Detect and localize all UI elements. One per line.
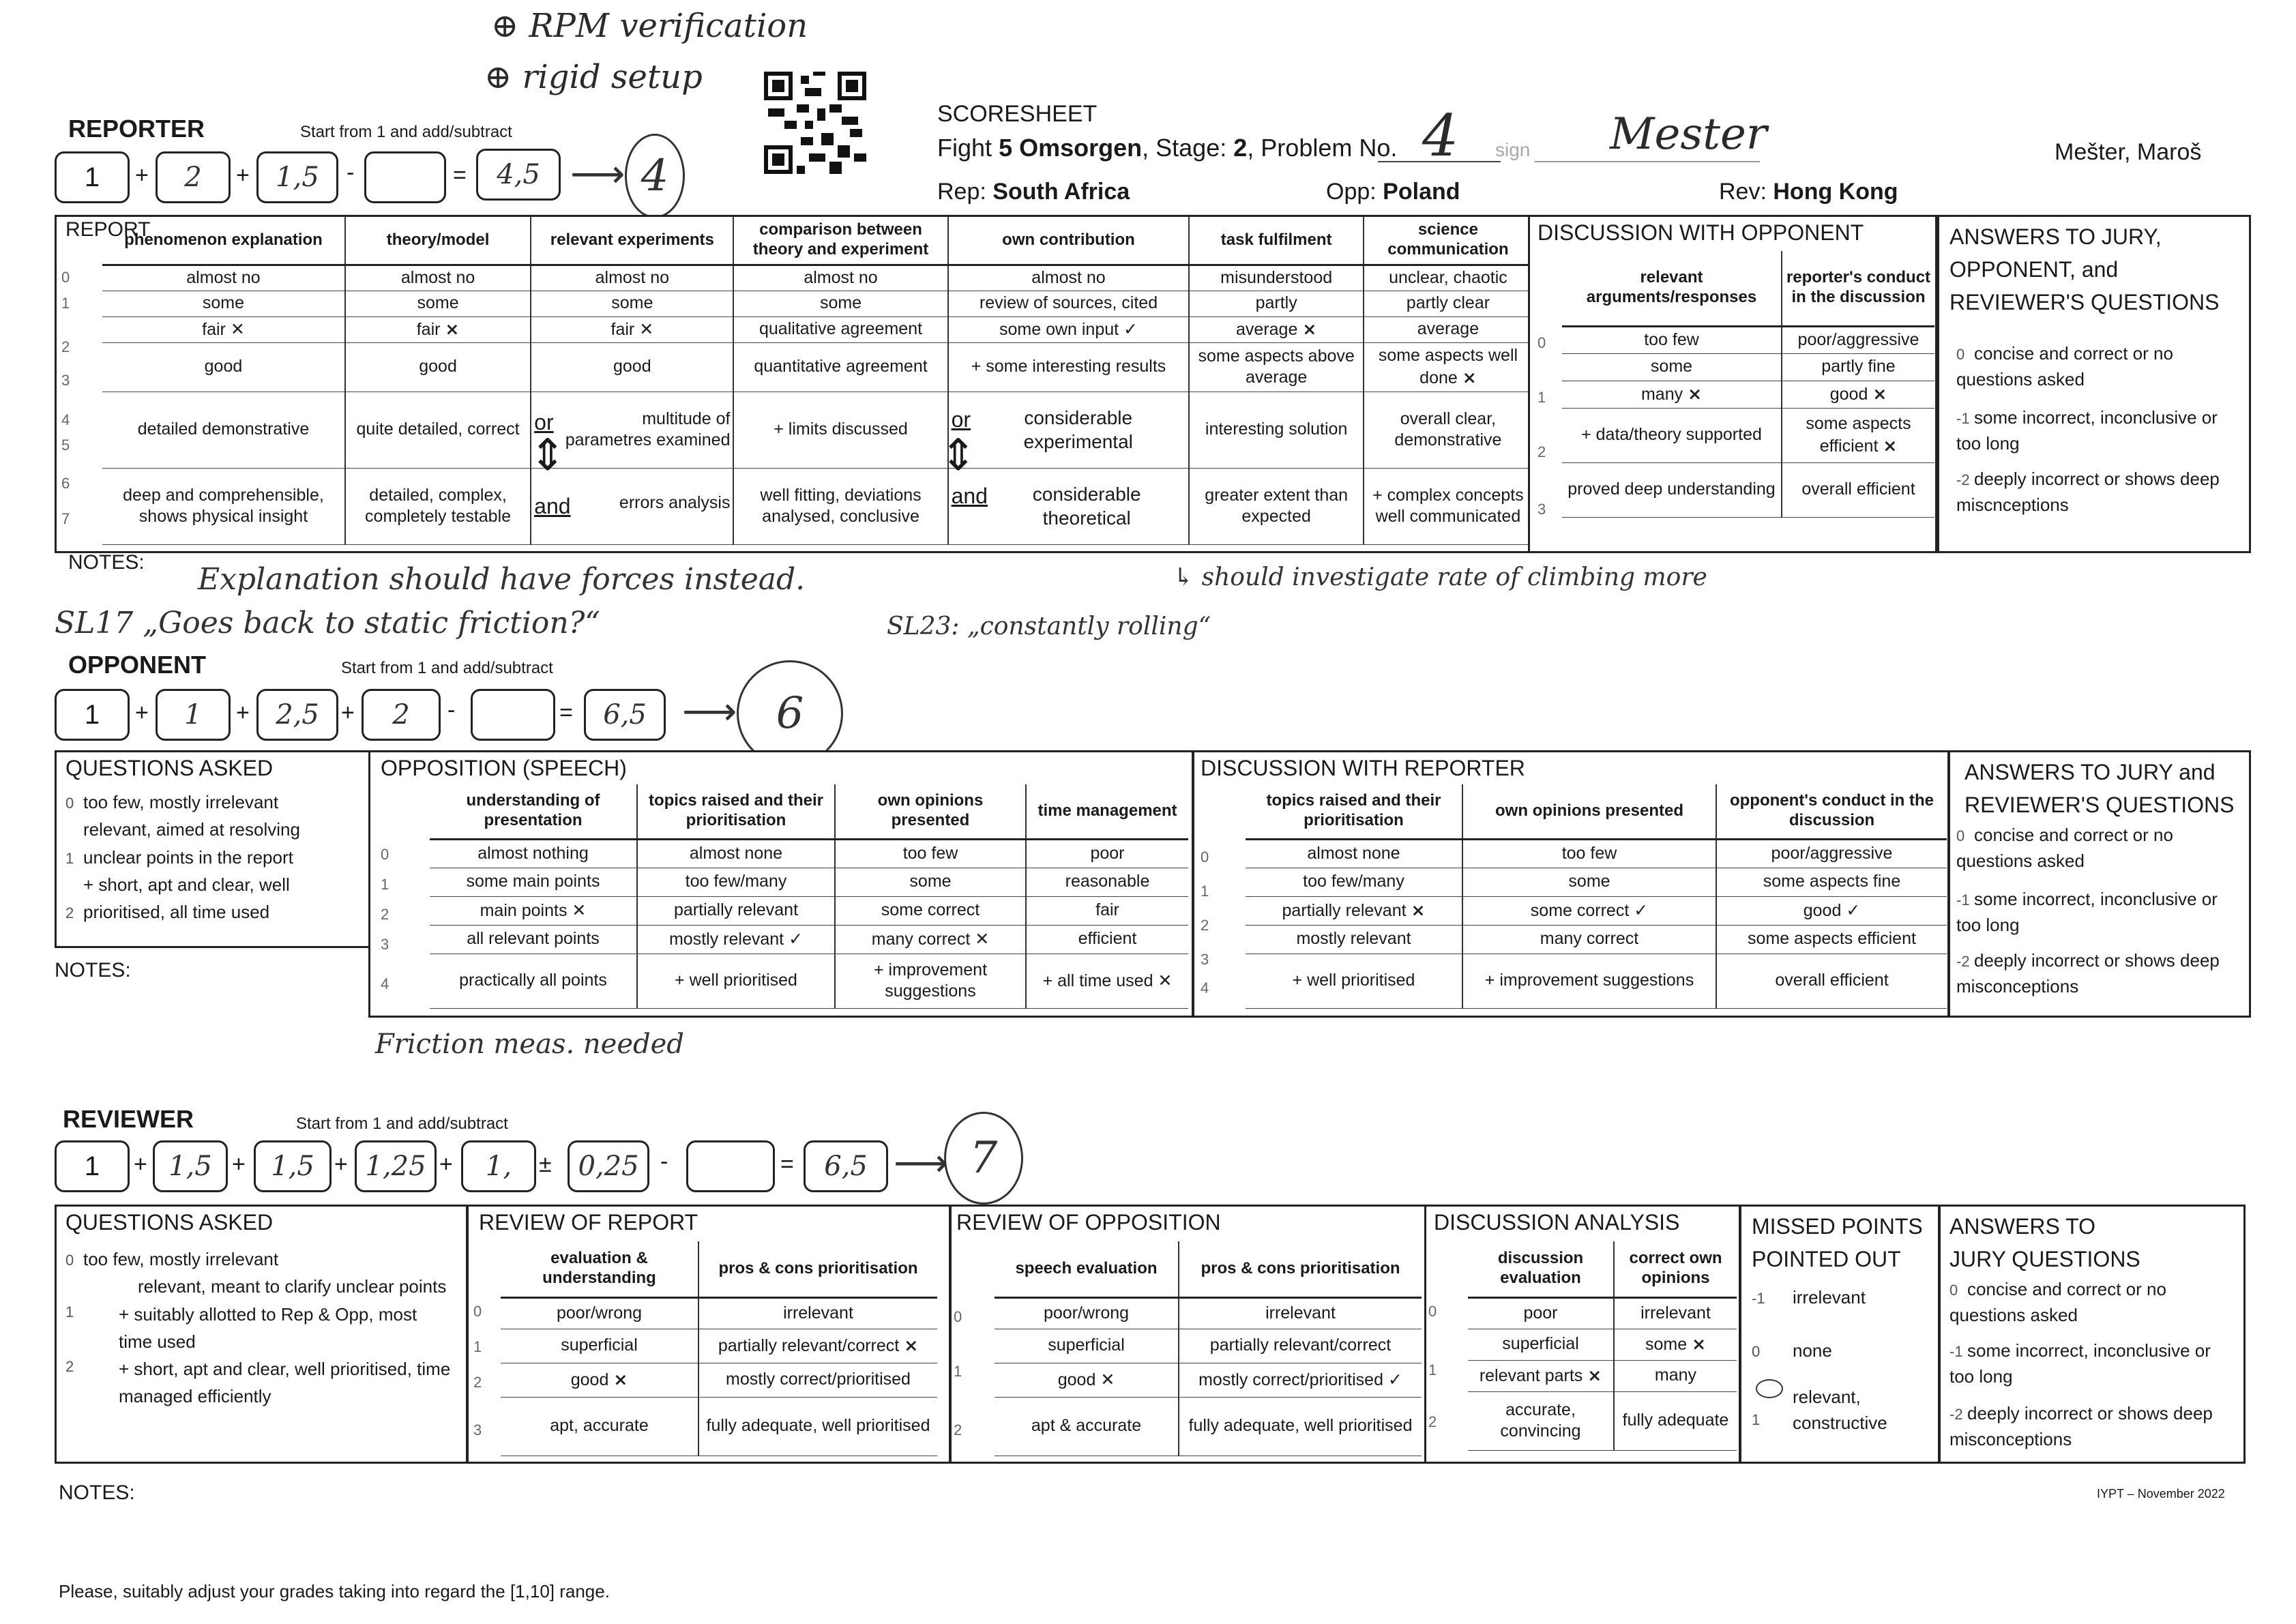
review-report-title: REVIEW OF REPORT <box>479 1210 698 1235</box>
table-row: good good good quantitative agreement + some interesting results some aspects above average some aspects well done × <box>102 342 1532 392</box>
mark-check[interactable]: ✓ <box>1387 1369 1402 1389</box>
reviewer-final-score: 7 <box>944 1112 1023 1205</box>
reviewer-op-4: + <box>439 1151 453 1177</box>
reporter-box-1[interactable]: 1 <box>55 151 130 203</box>
top-note-1: ⊕ RPM verification <box>491 7 808 45</box>
reporter-answers-title: ANSWERS TO JURY, OPPONENT, and REVIEWER'S QUESTIONS <box>1949 224 2220 314</box>
opponent-final-score: 6 <box>737 660 843 767</box>
mark-x[interactable]: × <box>1883 435 1898 456</box>
col-communication: science communication <box>1364 217 1532 265</box>
reviewer-box-2[interactable]: 1,5 <box>153 1140 228 1192</box>
reviewer-box-1[interactable]: 1 <box>55 1140 130 1192</box>
rev-team: Rev: Hong Kong <box>1719 179 1898 205</box>
table-row: many × good × <box>1562 381 1934 408</box>
mark-x[interactable]: × <box>1462 367 1477 387</box>
reporter-report-corner: REPORT <box>65 218 151 241</box>
reporter-report-table <box>102 217 1532 545</box>
reviewer-total-box[interactable]: 6,5 <box>804 1140 888 1192</box>
opponent-box-1[interactable]: 1 <box>55 689 130 741</box>
reporter-answer-0: 0 concise and correct or no questions asked <box>1956 343 2173 389</box>
mark-x[interactable]: ✕ <box>1158 970 1173 990</box>
opponent-title: OPPONENT <box>68 651 207 679</box>
reviewer-op-7: = <box>780 1151 794 1177</box>
reporter-op-1: + <box>135 162 149 188</box>
table-row: superficial partially relevant/correct × <box>501 1329 937 1363</box>
table-row: almost none too few poor/aggressive <box>1246 839 1947 868</box>
table-row: fair ✕ fair × fair ✕ qualitative agreement some own input ✓ average × average <box>102 316 1532 342</box>
reporter-box-3[interactable]: 1,5 <box>256 151 338 203</box>
mark-x[interactable]: × <box>1692 1333 1707 1354</box>
discussion-analysis-title: DISCUSSION ANALYSIS <box>1434 1210 1680 1235</box>
reporter-final-score: 4 <box>625 134 685 218</box>
footer-version: IYPT – November 2022 <box>2097 1487 2225 1501</box>
mark-x[interactable]: × <box>445 319 460 339</box>
table-row: + data/theory supported some aspects efficient × <box>1562 408 1934 462</box>
opponent-answers-title: ANSWERS TO JURY and REVIEWER'S QUESTIONS <box>1964 760 2235 817</box>
table-row: superficial partially relevant/correct <box>995 1329 1422 1363</box>
reporter-op-2: + <box>236 162 250 188</box>
opponent-discussion-title: DISCUSSION WITH REPORTER <box>1201 756 1525 780</box>
opponent-discussion-table: topics raised and their prioritisation own opinions presented opponent's conduct in the discussion almost none too few poor/aggressive too few/many some some aspects fine partially relevant × some correct ✓ good ✓ mostly relevant many correct some aspects efficient + well prioritised + improvement suggestions overall efficient <box>1246 784 1947 1009</box>
opponent-hand-note: Friction meas. needed <box>375 1029 684 1060</box>
table-row: superficial some × <box>1468 1329 1737 1360</box>
mark-x[interactable]: × <box>1587 1365 1602 1385</box>
reporter-hand-note-2: SL17 „Goes back to static friction?“ <box>55 606 600 640</box>
table-row: + well prioritised + improvement suggestions overall efficient <box>1246 954 1947 1008</box>
reporter-start-note: Start from 1 and add/subtract <box>300 123 512 141</box>
opponent-op-2: + <box>236 700 250 726</box>
review-report-table: evaluation & understanding pros & cons prioritisation poor/wrong irrelevant superficial partially relevant/correct × good × mostly correct/prioritised apt, accurate fully adequate, well prioritised <box>501 1241 937 1456</box>
mark-x[interactable]: × <box>904 1335 919 1355</box>
double-arrow-icon: ⇕ <box>529 430 566 479</box>
list-item: 0 too few, mostly irrelevant <box>65 1249 279 1269</box>
reviewer-box-3[interactable]: 1,5 <box>254 1140 332 1192</box>
col-comparison: comparison between theory and experiment <box>733 217 947 265</box>
problem-number: 4 <box>1422 102 1459 169</box>
reporter-hand-note-3: SL23: „constantly rolling“ <box>887 612 1211 640</box>
opponent-op-3: + <box>341 700 355 726</box>
col-phenomenon: phenomenon explanation <box>102 217 345 265</box>
table-row: all relevant points mostly relevant ✓ many correct ✕ efficient <box>430 925 1188 954</box>
reporter-hand-note-1: Explanation should have forces instead. <box>198 562 806 597</box>
table-row: partially relevant × some correct ✓ good ✓ <box>1246 896 1947 925</box>
top-note-2: ⊕ rigid setup <box>484 58 703 96</box>
opponent-answer-1: -1 some incorrect, inconclusive or too long <box>1956 889 2218 935</box>
discussion-analysis-table: discussion evaluation correct own opinions poor irrelevant superficial some × relevant parts × many accurate, convincing fully adequate <box>1468 1241 1737 1451</box>
opponent-box-4[interactable]: 2 <box>362 689 441 741</box>
mark-x[interactable]: ✕ <box>975 928 990 949</box>
reviewer-box-5[interactable]: 1, <box>461 1140 536 1192</box>
mark-x[interactable]: × <box>1302 319 1317 339</box>
mark-check[interactable]: ✓ <box>789 928 804 949</box>
list-item: + short, apt and clear, well <box>83 874 290 895</box>
reviewer-op-3: + <box>334 1151 348 1177</box>
reporter-op-4: = <box>453 162 467 188</box>
opponent-box-2[interactable]: 1 <box>156 689 231 741</box>
opponent-box-3[interactable]: 2,5 <box>256 689 338 741</box>
table-row: proved deep understanding overall efficient <box>1562 462 1934 517</box>
table-row: good ✕ mostly correct/prioritised ✓ <box>995 1363 1422 1397</box>
table-row: almost no almost no almost no almost no almost no misunderstood unclear, chaotic <box>102 265 1532 291</box>
table-row: mostly relevant many correct some aspects efficient <box>1246 925 1947 954</box>
table-row: some main points too few/many some reasonable <box>430 868 1188 896</box>
list-item: relevant, meant to clarify unclear points <box>138 1276 447 1297</box>
opponent-answer-2: -2 deeply incorrect or shows deep misconceptions <box>1956 950 2220 996</box>
rep-team: Rep: South Africa <box>937 179 1130 205</box>
opponent-speech-table: understanding of presentation topics raised and their prioritisation own opinions presented time management almost nothing almost none too few poor some main points too few/many some reasonable main points ✕ partially relevant some correct fair all relevant points mostly relevant ✓ many correct ✕ efficient practically all points + well prioritised + improvement suggestions + all time used ✕ <box>430 784 1188 1009</box>
table-row: main points ✕ partially relevant some correct fair <box>430 896 1188 925</box>
reporter-notes-label: NOTES: <box>68 551 145 574</box>
reporter-total-box[interactable]: 4,5 <box>476 149 561 201</box>
review-opposition-title: REVIEW OF OPPOSITION <box>956 1210 1221 1235</box>
reporter-arrow-icon: ⟶ <box>570 152 625 195</box>
opponent-questions-list <box>65 788 366 926</box>
table-row: almost nothing almost none too few poor <box>430 839 1188 868</box>
reviewer-arrow-icon: ⟶ <box>894 1141 949 1184</box>
reporter-box-4[interactable] <box>364 151 446 203</box>
opponent-arrow-icon: ⟶ <box>682 690 737 733</box>
missed-point-1: 0 none <box>1752 1340 1832 1361</box>
reporter-discussion-table: relevant arguments/responses reporter's conduct in the discussion too few poor/aggressive some partly fine many × good × + data/theory supported some aspects efficient × proved deep understanding overall efficient <box>1562 251 1934 518</box>
table-row: some some some some review of sources, cited partly partly clear <box>102 291 1532 316</box>
reviewer-box-4[interactable]: 1,25 <box>355 1140 437 1192</box>
list-item: 2 prioritised, all time used <box>65 902 270 923</box>
and-label: and <box>534 494 571 518</box>
scoresheet-title: SCORESHEET <box>937 101 1098 127</box>
table-row: poor/wrong irrelevant <box>995 1297 1422 1329</box>
list-item: relevant, aimed at resolving <box>83 819 300 840</box>
reporter-answer-1: -1 some incorrect, inconclusive or too long <box>1956 407 2218 454</box>
col-theory: theory/model <box>345 217 531 265</box>
reviewer-start-note: Start from 1 and add/subtract <box>296 1114 508 1133</box>
opponent-speech-title: OPPOSITION (SPEECH) <box>381 756 627 780</box>
reviewer-answer-2: -2 deeply incorrect or shows deep misconceptions <box>1949 1403 2213 1449</box>
reviewer-questions-title: QUESTIONS ASKED <box>65 1210 274 1235</box>
table-row: too few poor/aggressive <box>1562 326 1934 353</box>
signature: Mester <box>1610 109 1767 160</box>
reviewer-answer-1: -1 some incorrect, inconclusive or too long <box>1949 1340 2211 1387</box>
col-contribution: own contribution <box>948 217 1190 265</box>
table-row: apt & accurate fully adequate, well prioritised <box>995 1397 1422 1456</box>
reviewer-answer-0: 0 concise and correct or no questions asked <box>1949 1279 2166 1325</box>
opponent-notes-label: NOTES: <box>55 959 131 981</box>
review-opposition-table: speech evaluation pros & cons prioritisation poor/wrong irrelevant superficial partially relevant/correct good ✕ mostly correct/prioritised ✓ apt & accurate fully adequate, well prioritised <box>995 1241 1422 1456</box>
reviewer-notes-label: NOTES: <box>59 1481 135 1504</box>
table-row: detailed demonstrative quite detailed, correct or multitude of parametres examined + limits discussed or considerable experimental interesting solution overall clear, demonstrative <box>102 392 1532 468</box>
opponent-start-note: Start from 1 and add/subtract <box>341 659 553 677</box>
missed-points-title: MISSED POINTS POINTED OUT <box>1752 1214 1923 1271</box>
mark-x[interactable]: × <box>613 1369 628 1389</box>
reviewer-title: REVIEWER <box>63 1105 194 1133</box>
opponent-op-4: - <box>447 697 456 723</box>
mark-x[interactable]: × <box>1688 383 1703 404</box>
list-item: 2 + short, apt and clear, well prioritised, time managed efficiently <box>65 1358 451 1407</box>
double-arrow-icon: ⇕ <box>940 430 977 479</box>
mark-check[interactable]: ✓ <box>1846 900 1861 920</box>
opponent-questions-title: QUESTIONS ASKED <box>65 756 274 780</box>
opponent-answer-0: 0 concise and correct or no questions asked <box>1956 825 2173 871</box>
reviewer-op-6: - <box>660 1149 668 1175</box>
opponent-op-1: + <box>135 700 149 726</box>
mark-check[interactable]: ✓ <box>1123 319 1138 339</box>
mark-x[interactable]: ✕ <box>1100 1369 1115 1389</box>
table-row: practically all points + well prioritised + improvement suggestions + all time used ✕ <box>430 954 1188 1008</box>
sign-label: sign <box>1495 139 1531 160</box>
reporter-hand-note-4: ↳ should investigate rate of climbing more <box>1173 563 1707 591</box>
col-task: task fulfilment <box>1189 217 1363 265</box>
list-item: 1 + suitably allotted to Rep & Opp, most time used <box>65 1303 417 1352</box>
table-row: deep and comprehensible, shows physical insight detailed, complex, completely testable and errors analysis well fitting, deviations analysed, conclusive and considerable theoretical greater extent than expected + complex concepts well communicated <box>102 468 1532 544</box>
reporter-box-2[interactable]: 2 <box>156 151 231 203</box>
list-item: 0 too few, mostly irrelevant <box>65 792 279 812</box>
reviewer-questions-list <box>65 1245 461 1411</box>
table-row: relevant parts × many <box>1468 1360 1737 1391</box>
mark-x[interactable]: × <box>1411 900 1426 920</box>
missed-point-2: 1 relevant, constructive <box>1752 1387 1887 1433</box>
juror-name: Mešter, Maroš <box>2055 139 2202 165</box>
mark-x[interactable]: ✕ <box>639 319 654 339</box>
fight-info: Fight 5 Omsorgen, Stage: 2, Problem No. <box>937 134 1398 162</box>
reviewer-op-2: + <box>232 1151 246 1177</box>
table-row: poor irrelevant <box>1468 1297 1737 1329</box>
mark-check[interactable]: ✓ <box>1634 900 1649 920</box>
opp-team: Opp: Poland <box>1326 179 1460 205</box>
qr-code <box>764 72 866 174</box>
or-label: or <box>534 409 554 434</box>
reviewer-op-5: ± <box>539 1151 552 1177</box>
reviewer-answers-title: ANSWERS TO JURY QUESTIONS <box>1949 1214 2140 1271</box>
reporter-title: REPORTER <box>68 115 205 143</box>
reviewer-box-7[interactable] <box>686 1140 775 1192</box>
table-row: too few/many some some aspects fine <box>1246 868 1947 896</box>
opponent-total-box[interactable]: 6,5 <box>584 689 666 741</box>
opponent-op-5: = <box>559 700 573 726</box>
table-row: good × mostly correct/prioritised <box>501 1363 937 1397</box>
reviewer-box-6[interactable]: 0,25 <box>568 1140 649 1192</box>
missed-point-0: -1 irrelevant <box>1752 1287 1866 1308</box>
table-row: some partly fine <box>1562 353 1934 381</box>
col-experiments: relevant experiments <box>531 217 733 265</box>
table-row: accurate, convincing fully adequate <box>1468 1391 1737 1450</box>
table-row: apt, accurate fully adequate, well prioritised <box>501 1397 937 1456</box>
list-item: 1 unclear points in the report <box>65 846 293 868</box>
reporter-op-3: - <box>347 160 355 186</box>
sign-line <box>1535 161 1760 162</box>
reviewer-op-1: + <box>134 1151 147 1177</box>
reporter-answer-2: -2 deeply incorrect or shows deep miscnceptions <box>1956 469 2220 515</box>
mark-x[interactable]: ✕ <box>572 900 587 920</box>
footer-instruction: Please, suitably adjust your grades taking into regard the [1,10] range. <box>59 1581 610 1601</box>
table-row: poor/wrong irrelevant <box>501 1297 937 1329</box>
opponent-box-5[interactable] <box>471 689 555 741</box>
mark-x[interactable]: × <box>1872 383 1887 404</box>
reporter-discussion-title: DISCUSSION WITH OPPONENT <box>1537 220 1864 245</box>
mark-x[interactable]: ✕ <box>230 319 245 339</box>
